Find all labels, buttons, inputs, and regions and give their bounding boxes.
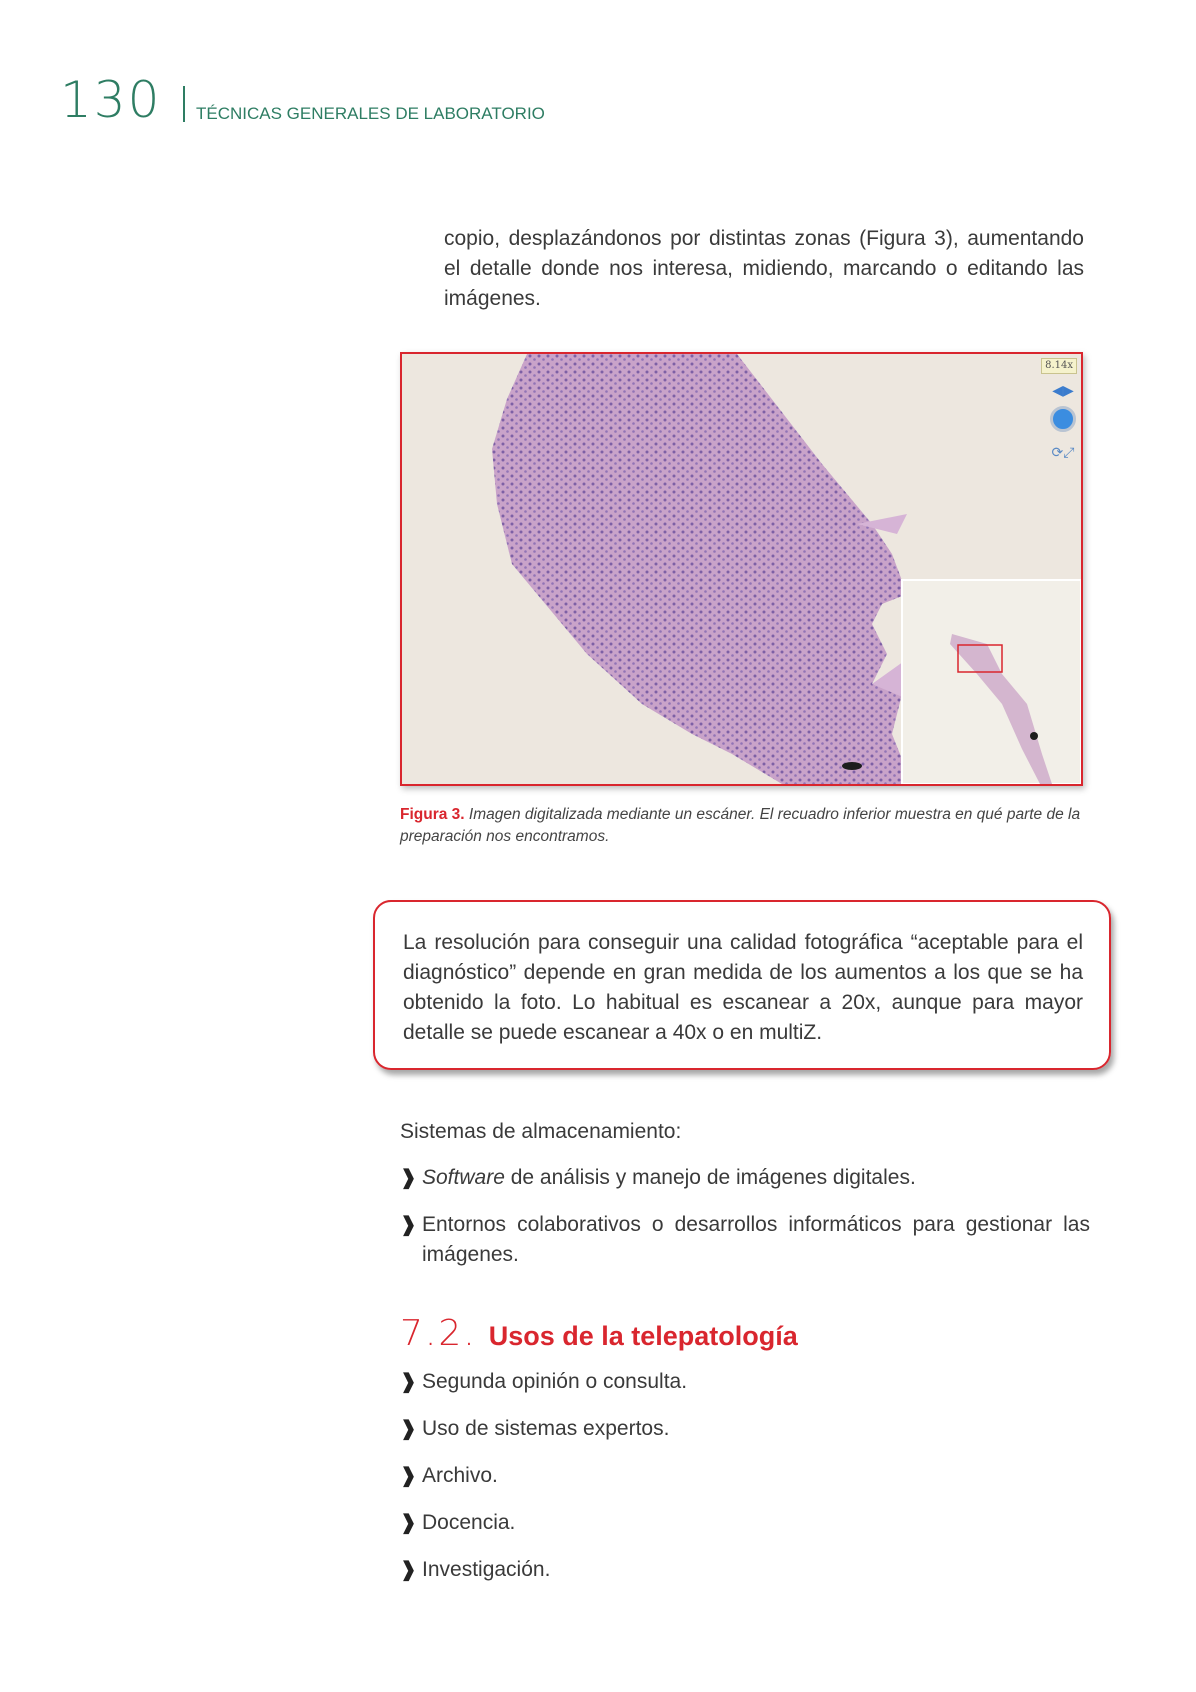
figure-3-slide-image	[400, 352, 1083, 786]
list-item-text: Uso de sistemas expertos.	[422, 1417, 670, 1440]
list-item-text: Archivo.	[422, 1464, 498, 1487]
intro-paragraph: copio, desplazándonos por distintas zonas (Figura 3), aumentando el detalle donde nos interesa, midiendo, marcando o editando las imágenes.	[444, 227, 1084, 310]
list-item-text: Investigación.	[422, 1558, 551, 1581]
list-item	[400, 1508, 1090, 1538]
rotate-icon: ⟳⤢	[1051, 443, 1075, 460]
zoom-dial-icon	[1049, 402, 1077, 436]
list-item-text: de análisis y manejo de imágenes digitales.	[504, 1166, 916, 1189]
bullet-icon: ❱	[400, 1371, 417, 1393]
storage-list	[400, 1163, 1090, 1287]
list-item	[400, 1414, 1090, 1444]
usos-list	[400, 1367, 1090, 1602]
list-item-text: Segunda opinión o consulta.	[422, 1370, 688, 1393]
bullet-icon: ❱	[400, 1559, 417, 1581]
bullet-icon: ❱	[400, 1465, 417, 1487]
list-item	[400, 1461, 1090, 1491]
bullet-icon: ❱	[400, 1512, 417, 1534]
running-title: TÉCNICAS GENERALES DE LABORATORIO	[196, 104, 545, 123]
list-item-emphasis: Software	[422, 1166, 505, 1189]
bullet-icon: ❱	[400, 1167, 417, 1189]
figure-caption-label: Figura 3.	[400, 806, 465, 823]
storage-intro: Sistemas de almacenamiento:	[400, 1120, 682, 1143]
bullet-icon: ❱	[400, 1214, 417, 1236]
list-item-text: Entornos colaborativos o desarrollos informáticos para gestionar las imágenes.	[422, 1213, 1090, 1266]
bullet-icon: ❱	[400, 1418, 417, 1440]
section-title: Usos de la telepatología	[488, 1321, 798, 1351]
highlight-box	[373, 900, 1111, 1070]
list-item-text: Docencia.	[422, 1511, 516, 1534]
histology-image	[402, 354, 1081, 784]
page-number: 130	[60, 71, 162, 129]
list-item	[400, 1163, 1090, 1193]
overview-inset	[902, 580, 1081, 784]
list-item	[400, 1210, 1090, 1270]
pan-arrows-icon: ◀▶	[1052, 381, 1074, 398]
section-heading	[400, 1313, 798, 1353]
header-divider	[183, 86, 185, 122]
figure-caption-text: Imagen digitalizada mediante un escáner. El recuadro inferior muestra en qué parte de la preparación nos encontramos.	[400, 806, 1081, 845]
figure-caption	[400, 804, 1090, 848]
highlight-text: La resolución para conseguir una calidad fotográfica “aceptable para el diagnóstico” depende en gran medida de los aumentos a los que se ha obtenido la foto. Lo habitual es escanear a 20x, aunque para mayor detalle se puede escanear a 40x o en multiZ.	[403, 931, 1083, 1044]
zoom-level-badge: 8.14x	[1041, 358, 1077, 374]
list-item	[400, 1555, 1090, 1585]
debris-spot	[842, 762, 862, 770]
list-item	[400, 1367, 1090, 1397]
section-number: 7.2.	[400, 1313, 477, 1354]
